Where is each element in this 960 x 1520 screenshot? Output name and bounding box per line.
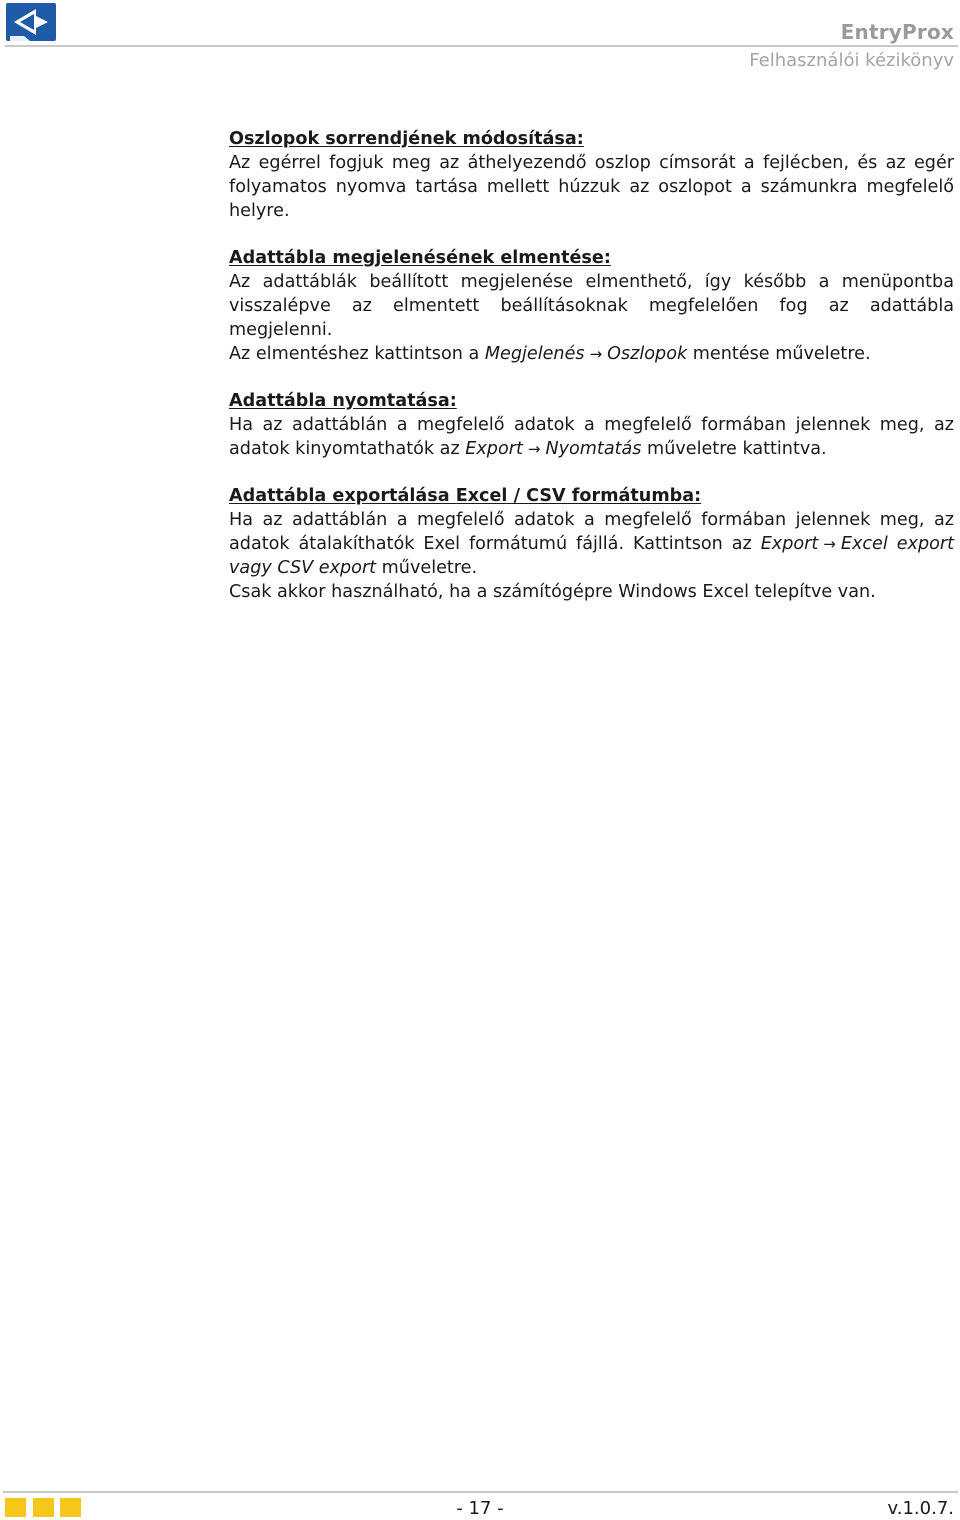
section-note: Csak akkor használható, ha a számítógépre Windows Excel telepítve van.	[229, 582, 876, 602]
arrow-right-icon: →	[823, 535, 836, 553]
arrow-right-icon: →	[589, 345, 603, 363]
instruction-suffix: mentése műveletre.	[687, 344, 871, 364]
text-suffix: műveletre kattintva.	[641, 439, 827, 459]
section-title: Adattábla exportálása Excel / CSV formátumba:	[229, 486, 702, 506]
section-text	[229, 413, 954, 461]
section-title: Oszlopok sorrendjének módosítása:	[229, 129, 584, 149]
document-version: v.1.0.7.	[887, 1498, 954, 1519]
footer-divider	[3, 1491, 958, 1493]
page-number: - 17 -	[456, 1498, 504, 1519]
section-title: Adattábla nyomtatása:	[229, 391, 457, 411]
section-text	[229, 508, 954, 580]
save-instruction	[229, 342, 954, 366]
menu-item-megjelenes: Megjelenés	[484, 344, 585, 364]
product-name: EntryProx	[840, 20, 954, 44]
text-prefix: Ha az adattáblán a megfelelő adatok a megfelelő formában jelennek meg, az adatok kinyomtathatók az	[229, 415, 954, 459]
section-text: Az adattáblák beállított megjelenése elmenthető, így később a menüpontba visszalépve az elmentett beállításoknak megfelelően fog az adattábla megjelenni.	[229, 272, 954, 340]
menu-item-export: Export	[760, 534, 819, 554]
arrow-right-icon: →	[527, 440, 541, 458]
document-body	[229, 127, 954, 627]
text-suffix: műveletre.	[376, 558, 478, 578]
section-title: Adattábla megjelenésének elmentése:	[229, 248, 611, 268]
company-logo-icon	[6, 3, 56, 41]
menu-item-excel-csv-export: Excel export vagy CSV export	[229, 534, 955, 578]
menu-item-oszlopok: Oszlopok	[607, 344, 688, 364]
instruction-prefix: Az elmentéshez kattintson a	[229, 344, 485, 364]
section-column-order	[229, 127, 954, 223]
menu-item-export: Export	[465, 439, 523, 459]
section-export-excel-csv	[229, 484, 954, 604]
page-header	[0, 0, 960, 80]
text-prefix: Ha az adattáblán a megfelelő adatok a megfelelő formában jelennek meg, az adatok átalakíthatók Exel formátumú fájllá. Kattintson az	[229, 510, 954, 554]
section-text: Az egérrel fogjuk meg az áthelyezendő oszlop címsorát a fejlécben, és az egér folyamatos nyomva tartása mellett húzzuk az oszlopot a számunkra megfelelő helyre.	[229, 153, 954, 221]
section-print-table	[229, 389, 954, 461]
section-save-layout	[229, 246, 954, 366]
manual-title: Felhasználói kézikönyv	[749, 50, 954, 71]
menu-item-nyomtatas: Nyomtatás	[545, 439, 642, 459]
header-divider	[5, 45, 958, 47]
